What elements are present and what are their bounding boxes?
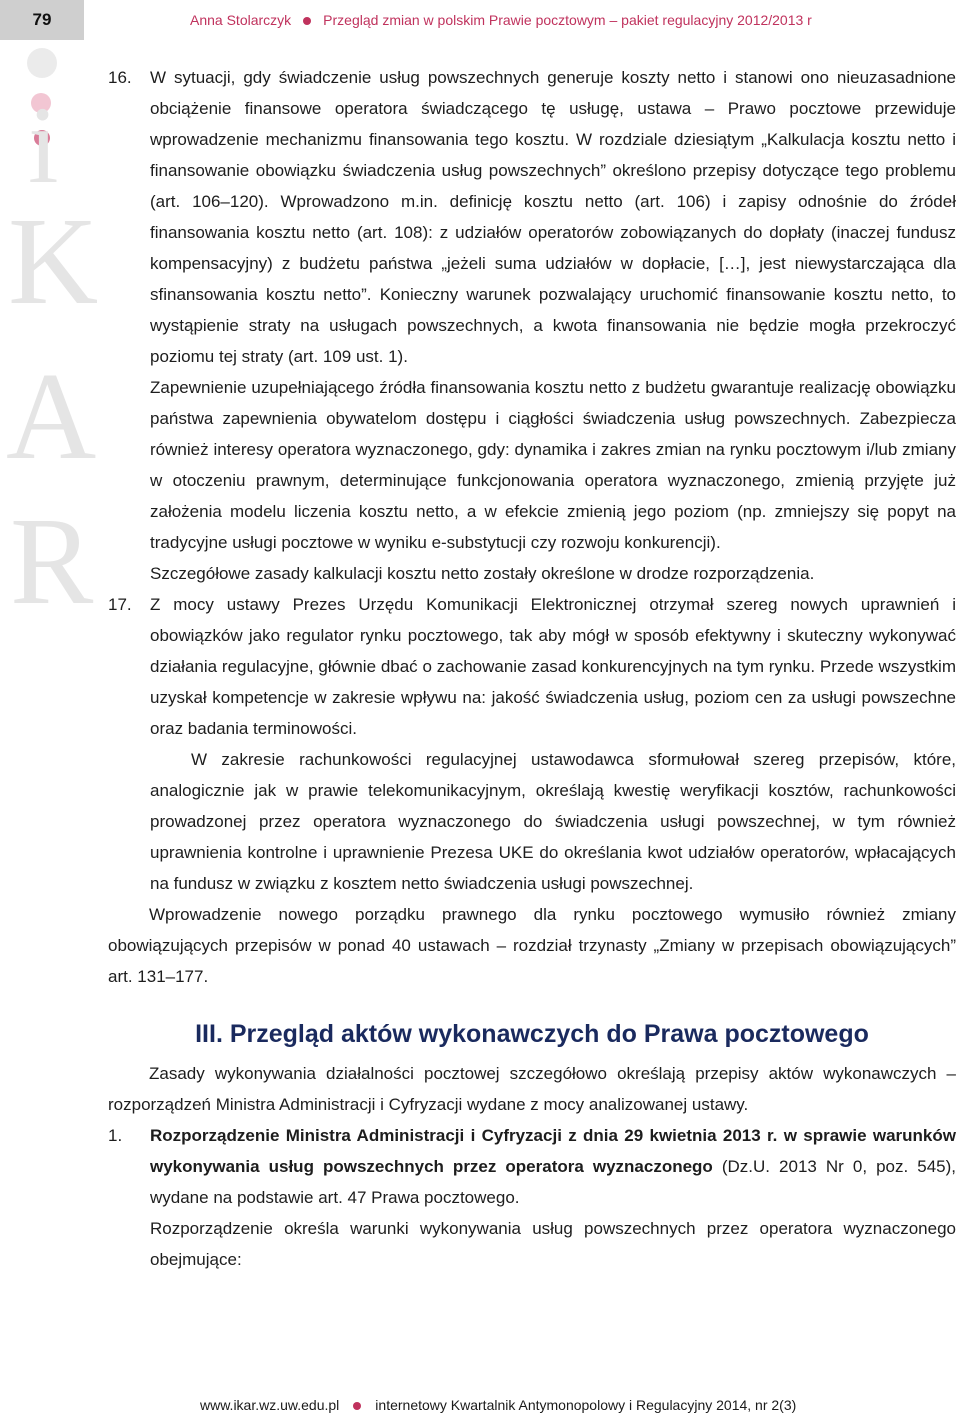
logo-letter-i: i (28, 84, 59, 206)
numbered-item-16 (108, 62, 956, 589)
running-head (190, 12, 940, 28)
regulation-citation: (Dz.U. 2013 Nr 0, poz. 545), wydane na podstawie art. 47 Prawa pocztowego. (150, 1157, 956, 1207)
paragraph (150, 1120, 956, 1213)
paragraph: Z mocy ustawy Prezes Urzędu Komunikacji Elektronicznej otrzymał szereg nowych uprawnień i obowiązków jako regulator rynku pocztowego, tak aby mógł w sposób efektywny i skuteczny wykonywać działania regulacyjne, głównie dbać o zachowanie zasad konkurencyjnych na tym rynku. Przede wszystkim uzyskał kompetencje w zakresie wpływu na: jakość świadczenia usług, poziom cen za usługi powszechne oraz badania terminowości. (150, 595, 956, 738)
logo-letter-r: R (10, 493, 94, 631)
page-number: 79 (0, 0, 84, 40)
paragraph: W zakresie rachunkowości regulacyjnej ustawodawca sformułował szereg przepisów, które, analogicznie jak w prawie telekomunikacyjnym, określają kwestię weryfikacji kosztów, rachunkowości prowadzonej przez operatora wyznaczonego do świadczenia usługi powszechnej, w tym również uprawnienia kontrolne i uprawnienie Prezesa UKE do określania kwot udziałów operatorów, wpłacających na fundusz w związku z kosztem netto świadczenia usługi powszechnej. (150, 750, 956, 893)
regulation-title: Rozporządzenie Ministra Administracji i Cyfryzacji z dnia 29 kwietnia 2013 r. w sprawie warunków wykonywania usług powszechnych przez operatora wyznaczonego (150, 1126, 956, 1176)
paragraph: W sytuacji, gdy świadczenie usług powszechnych generuje koszty netto i stanowi ono nieuzasadnione obciążenie finansowe operatora świadczącego tę usługę, ustawa – Prawo pocztowe przewiduje wprowadzenie mechanizmu finansowania tego kosztu. W rozdziale dziesiątym „Kalkulacja kosztu netto i finansowanie obowiązku świadczenia usług powszechnych” określono przepisy dotyczące tego problemu (art. 106–120). Wprowadzono m.in. definicję kosztu netto (art. 106) i zapisy odnośnie do źródeł finansowania kosztu netto (art. 108): z udziałów operatorów zobowiązanych do dopłaty (inaczej fundusz kompensacyjny) z budżetu państwa „jeżeli suma udziałów w dopłacie, […], jest niewystarczająca dla sfinansowania kosztu netto”. Konieczny warunek pozwalający uruchomić finansowanie kosztu netto, to wystąpienie straty na usługach powszechnych, a kwota finansowania nie będzie mogła przekroczyć poziomu tej straty (art. 109 ust. 1). (150, 68, 956, 366)
bullet-dot-icon (353, 1402, 361, 1410)
bullet-dot-icon (303, 17, 311, 25)
running-head-author: Anna Stolarczyk (190, 12, 292, 28)
logo-circle-light (27, 48, 57, 78)
footer-website-link[interactable]: www.ikar.wz.uw.edu.pl (200, 1397, 340, 1413)
ikar-side-logo (0, 40, 110, 631)
section-heading: III. Przegląd aktów wykonawczych do Prawa pocztowego (195, 1020, 869, 1048)
page-footer (200, 1397, 796, 1413)
section-intro: Zasady wykonywania działalności pocztowej szczegółowo określają przepisy aktów wykonawczych – rozporządzeń Ministra Administracji i Cyfryzacji wydane z mocy analizowanej ustawy. (108, 1064, 956, 1114)
item-number: 16. (108, 68, 132, 87)
article-body (108, 62, 956, 1275)
numbered-item-1 (108, 1120, 956, 1275)
item-number: 17. (108, 595, 132, 614)
numbered-item-17 (108, 589, 956, 899)
paragraph: Rozporządzenie określa warunki wykonywania usług powszechnych przez operatora wyznaczonego obejmujące: (150, 1219, 956, 1269)
paragraph: Szczegółowe zasady kalkulacji kosztu netto zostały określone w drodze rozporządzenia. (150, 564, 815, 583)
closing-paragraph: Wprowadzenie nowego porządku prawnego dla rynku pocztowego wymusiło również zmiany obowiązujących przepisów w ponad 40 ustawach – rozdział trzynasty „Zmiany w przepisach obowiązujących” art. 131–177. (108, 905, 956, 986)
paragraph: Zapewnienie uzupełniającego źródła finansowania kosztu netto z budżetu gwarantuje realizację obowiązku państwa zapewnienia obywatelom dostępu i ciągłości świadczenia usług powszechnych. Zabezpiecza również interesy operatora wyznaczonego, gdy: dynamika i zakres zmian na rynku pocztowym i/lub zmiany w otoczeniu prawnym, determinujące funkcjonowania operatora wyznaczonego, zmienią przyjęte już założenia modelu liczenia kosztu netto, a w efekcie zmienią jego poziom (np. zmniejszy się popyt na tradycyjne usługi pocztowe w wyniku e-substytucji czy rozwoju konkurencji). (150, 378, 956, 552)
logo-letter-a: A (6, 348, 97, 486)
item-number: 1. (108, 1126, 123, 1145)
logo-letter-k: K (8, 193, 99, 331)
running-head-title: Przegląd zmian w polskim Prawie pocztowym – pakiet regulacyjny 2012/2013 r (323, 12, 812, 28)
footer-journal: internetowy Kwartalnik Antymonopolowy i Regulacyjny 2014, nr 2(3) (375, 1397, 797, 1413)
